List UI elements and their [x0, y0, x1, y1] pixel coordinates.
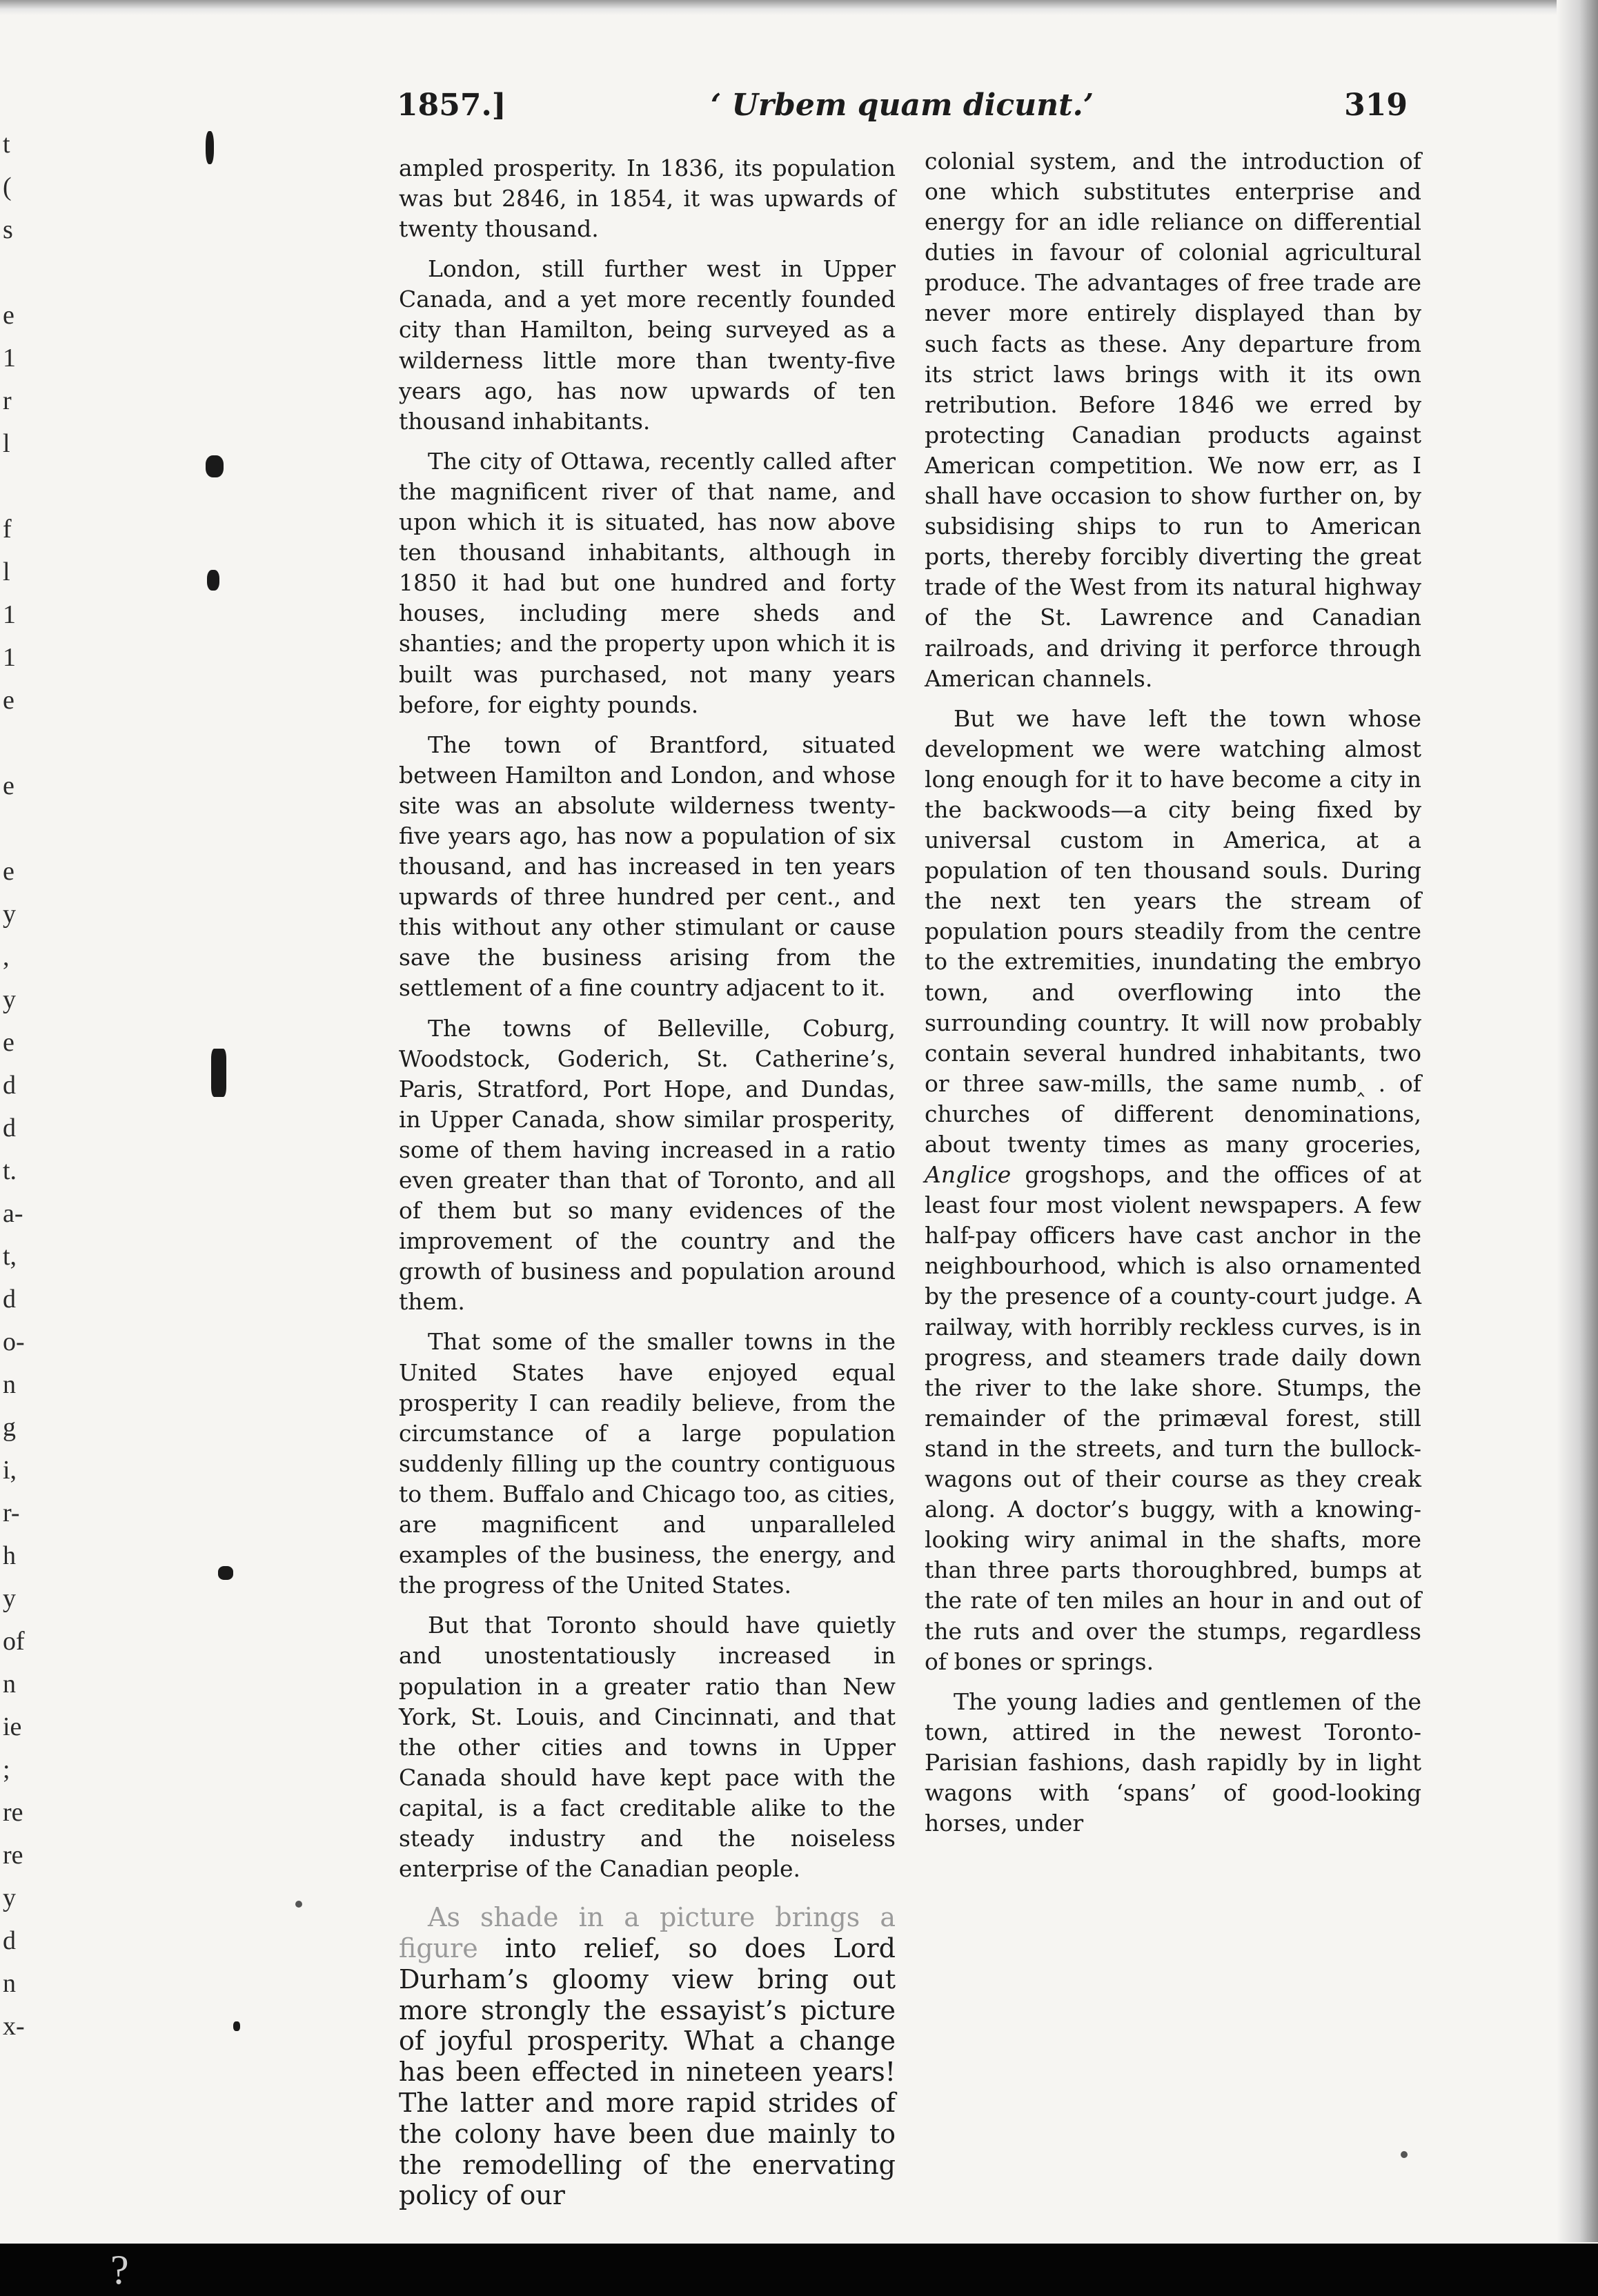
margin-fragment: d: [3, 1114, 16, 1142]
ink-smudge: [218, 1566, 233, 1580]
stray-ink-dot: [295, 1901, 302, 1908]
corner-mark: ?: [110, 2247, 129, 2293]
previous-page-margin: [0, 0, 41, 2242]
paragraph-text: grogshops, and the offices of at least four most violent newspapers. A few half-pay officers have cast anchor in the neighbourhood, which is also ornamented by the presence of a county-court judge. A railway, with horribly reckless curves, is in progress, and steamers trade daily down the river to the lake shore. Stumps, the remainder of the primæval forest, still stand in the streets, and turn the bullock-wagons out of their course as they creak along. A doctor’s buggy, with a knowing-looking wiry animal in the shafts, more than three parts thoroughbred, bumps at the rate of ten miles an hour in and out of the ruts and over the stumps, regardless of bones or springs.: [925, 1161, 1421, 1675]
commentary-text: into relief, so does Lord Durham’s gloomy view bring out more strongly the essayist’s picture of joyful prosperity. What a change has been effected in nineteen years! The latter and more rapid strides of the colony have been due mainly to the remodelling of the enervating policy of our: [399, 1932, 896, 2211]
ink-smudge: [207, 570, 219, 591]
margin-fragment: t,: [3, 1242, 17, 1271]
margin-fragment: n: [3, 1969, 16, 1998]
margin-fragment: d: [3, 1926, 16, 1955]
page-header: [397, 81, 1408, 130]
scan-bottom-edge: [0, 2244, 1598, 2296]
margin-fragment: 1: [3, 600, 16, 629]
margin-fragment: f: [3, 515, 12, 544]
margin-fragment: e: [3, 771, 14, 800]
margin-fragment: y: [3, 900, 16, 929]
margin-fragment: 1: [3, 344, 16, 373]
paragraph: London, still further west in Upper Canada, and a yet more recently founded city than Hamilton, being surveyed as a wilderness little more than twenty-five years ago, has now upwards of ten thousand inhabitants.: [399, 255, 896, 435]
margin-fragment: r-: [3, 1498, 20, 1527]
margin-fragment: e: [3, 686, 14, 715]
left-text-column: [399, 153, 896, 2211]
margin-fragment: o-: [3, 1327, 25, 1356]
margin-fragment: e: [3, 1028, 14, 1057]
margin-fragment: y: [3, 1584, 16, 1613]
paragraph: colonial system, and the introduction of one which substitutes enterprise and energy for an idle reliance on differential duties in favour of colonial agricultural produce. The advantages of free trade are never more entirely displayed than by such facts as these. Any departure from its strict laws brings with it its own retribution. Before 1846 we erred by protecting Canadian products against American competition. We now err, as I shall have occasion to show further on, by subsidising ships to run to American ports, thereby forcibly diverting the great trade of the West from its natural highway of the St. Lawrence and Canadian railroads, and driving it perforce through American channels.: [925, 148, 1421, 692]
scan-top-edge: [0, 0, 1598, 15]
paragraph: The town of Brantford, situated between Hamilton and London, and whose site was an absolute wilderness twenty-five years ago, has now a population of six thousand, and has increased in ten years upwards of three hundred per cent., and this without any other stimulant or cause save the business arising from the settlement of a fine country adjacent to it.: [399, 731, 896, 1002]
margin-fragment: e: [3, 857, 14, 886]
margin-fragment: of: [3, 1627, 25, 1656]
margin-fragment: 1: [3, 643, 16, 672]
paragraph: That some of the smaller towns in the United States have enjoyed equal prosperity I can readily believe, from the circumstance of a large population suddenly filling up the country contiguous to them. Buffalo and Chicago too, as cities, are magnificent and unparalleled examples of the business, the energy, and the progress of the United States.: [399, 1328, 896, 1599]
ink-smudge: [211, 1049, 226, 1097]
paragraph: ampled prosperity. In 1836, its population was but 2846, in 1854, it was upwards of twenty thousand.: [399, 155, 896, 243]
margin-fragment: d: [3, 1071, 16, 1100]
ink-smudge: [206, 131, 214, 164]
running-title: ‘ Urbem quam dicunt.’: [710, 88, 1094, 123]
paragraph: The city of Ottawa, recently called after the magnificent river of that name, and upon which it is situated, has now above ten thousand inhabitants, although in 1850 it had but one hundred and forty houses, including mere sheds and shanties; and the property upon which it is built was purchased, not many years before, for eighty pounds.: [399, 447, 896, 718]
margin-fragment: y: [3, 1883, 16, 1912]
margin-fragment: t.: [3, 1156, 17, 1185]
page-number: 319: [1344, 88, 1408, 123]
paragraph: [925, 704, 1421, 1677]
ink-smudge: [206, 455, 224, 477]
margin-fragment: r: [3, 386, 12, 415]
margin-fragment: l: [3, 557, 10, 586]
margin-fragment: re: [3, 1841, 23, 1870]
header-year: 1857.]: [397, 88, 506, 123]
margin-fragment: i,: [3, 1456, 17, 1485]
stray-ink-dot: [1401, 2151, 1408, 2158]
margin-fragment: l: [3, 429, 10, 458]
margin-fragment: a-: [3, 1199, 23, 1228]
margin-fragment: re: [3, 1798, 23, 1827]
scan-right-edge: [1557, 0, 1598, 2242]
margin-fragment: s: [3, 215, 13, 244]
margin-fragment: g: [3, 1413, 16, 1442]
margin-fragment: d: [3, 1285, 16, 1314]
ink-smudge: [233, 2021, 240, 2031]
margin-fragment: y: [3, 985, 16, 1014]
italic-word: Anglice: [925, 1161, 1012, 1189]
margin-fragment: h: [3, 1541, 16, 1570]
margin-fragment: ,: [3, 942, 10, 971]
margin-fragment: n: [3, 1370, 16, 1399]
margin-fragment: t: [3, 130, 10, 159]
margin-fragment: x-: [3, 2012, 25, 2041]
commentary-paragraph: [399, 1902, 896, 2211]
faded-text: As shade in a picture brings a figure: [399, 1902, 896, 1963]
paragraph: The towns of Belleville, Coburg, Woodstock, Goderich, St. Catherine’s, Paris, Stratford, Port Hope, and Dundas, in Upper Canada, show similar prosperity, some of them having increased in a ratio even greater than that of Toronto, and all of them but so many evidences of the improvement of the country and the growth of business and population around them.: [399, 1014, 896, 1316]
paragraph: The young ladies and gentlemen of the town, attired in the newest Toronto-Parisian fashions, dash rapidly by in light wagons with ‘spans’ of good-looking horses, under: [925, 1688, 1421, 1837]
right-text-column: [925, 146, 1421, 1839]
margin-fragment: n: [3, 1670, 16, 1699]
margin-fragment: ;: [3, 1755, 10, 1784]
margin-fragment: (: [3, 172, 12, 201]
margin-fragment: ie: [3, 1712, 22, 1741]
paragraph-text: But we have left the town whose development we were watching almost long enough for it to have become a city in the backwoods—a city being fixed by universal custom in America, at a population of ten thousand souls. During the next ten years the stream of population pours steadily from the centre to the extremities, inundating the embryo town, and overflowing into the surrounding country. It will now probably contain several hundred inhabitants, two or three saw-mills, the same numb‸ . of churches of different denominations, about twenty times as many groceries,: [925, 704, 1421, 1158]
margin-fragment: e: [3, 301, 14, 330]
paragraph: But that Toronto should have quietly and unostentatiously increased in population in a greater ratio than New York, St. Louis, and Cincinnati, and that the other cities and towns in Upper Canada should have kept pace with the capital, is a fact creditable alike to the steady industry and the noiseless enterprise of the Canadian people.: [399, 1612, 896, 1883]
